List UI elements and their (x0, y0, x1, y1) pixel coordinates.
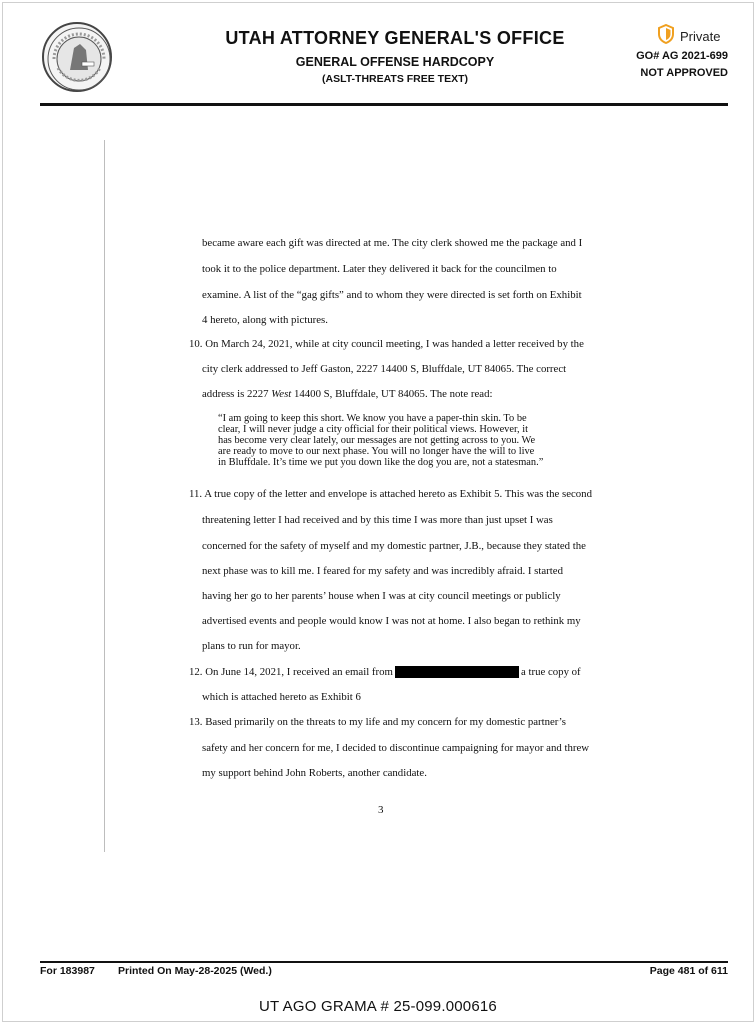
report-type: GENERAL OFFENSE HARDCOPY (295, 55, 495, 69)
approval-status: NOT APPROVED (640, 67, 728, 79)
quote-line: has become very clear lately, our messages are not getting across to you. We (218, 435, 536, 446)
privacy-label: Private (680, 29, 721, 44)
grama-stamp: UT AGO GRAMA # 25-099.000616 (259, 998, 497, 1015)
header-divider (40, 103, 728, 106)
doc-line-fragment: a true copy of (521, 666, 581, 678)
report-subtype: (ASLT-THREATS FREE TEXT) (321, 73, 469, 85)
page-frame (2, 2, 754, 1022)
doc-line: having her go to her parents’ house when I was at city council meetings or publicly (202, 590, 561, 602)
doc-line: advertised events and people would know I was not at home. I also began to rethink my (202, 615, 581, 627)
doc-line-address (202, 388, 612, 401)
doc-line: city clerk addressed to Jeff Gaston, 2227 14400 S, Bluffdale, UT 84065. The correct (202, 363, 567, 375)
doc-text: address is 2227 (202, 388, 272, 400)
doc-line-numbered: 11. A true copy of the letter and envelope is attached hereto as Exhibit 5. This was the second (189, 488, 592, 500)
quote-line: in Bluffdale. It’s time we put you down like the dog you are, not a statesman.” (218, 457, 544, 468)
doc-line: which is attached hereto as Exhibit 6 (202, 691, 361, 703)
quote-line: “I am going to keep this short. We know you have a paper-thin skin. To be (218, 413, 527, 424)
doc-line-numbered: 12. On June 14, 2021, I received an email from (189, 666, 393, 678)
printed-date: Printed On May-28-2025 (Wed.) (118, 965, 272, 977)
doc-line: became aware each gift was directed at me. The city clerk showed me the package and I (202, 237, 583, 249)
doc-line: next phase was to kill me. I feared for my safety and was incredibly afraid. I started (202, 565, 563, 577)
page-count: Page 481 of 611 (649, 965, 728, 977)
doc-text: 14400 S, Bluffdale, UT 84065. The note read: (291, 388, 493, 400)
form-id: For 183987 (40, 965, 95, 977)
doc-line-numbered: 10. On March 24, 2021, while at city council meeting, I was handed a letter received by the (189, 338, 584, 350)
office-title: UTAH ATTORNEY GENERAL'S OFFICE (225, 28, 565, 48)
doc-line: threatening letter I had received and by this time I was more than just upset I was (202, 514, 553, 526)
shield-icon (657, 24, 675, 44)
doc-line: concerned for the safety of myself and my domestic partner, J.B., because they stated the (202, 540, 586, 552)
footer-divider (40, 961, 728, 963)
doc-text-italic: West (271, 388, 292, 400)
go-number: GO# AG 2021-699 (636, 50, 728, 62)
document-page-number: 3 (378, 804, 384, 816)
doc-line-numbered: 13. Based primarily on the threats to my life and my concern for my domestic partner’s (189, 716, 566, 728)
state-seal-logo (42, 22, 112, 92)
doc-line: 4 hereto, along with pictures. (202, 314, 328, 326)
doc-line: examine. A list of the “gag gifts” and to whom they were directed is set forth on Exhibit (202, 289, 582, 301)
doc-line: took it to the police department. Later they delivered it back for the councilmen to (202, 263, 557, 275)
scan-edge-line (104, 140, 105, 852)
redaction-bar (395, 666, 519, 678)
doc-line: safety and her concern for me, I decided to discontinue campaigning for mayor and threw (202, 742, 590, 754)
quote-line: clear, I will never judge a city official for their political views. However, it (218, 424, 529, 435)
quote-line: are ready to move to our next phase. You will no longer have the will to live (218, 446, 535, 457)
doc-line: my support behind John Roberts, another candidate. (202, 767, 427, 779)
doc-line: plans to run for mayor. (202, 640, 301, 652)
